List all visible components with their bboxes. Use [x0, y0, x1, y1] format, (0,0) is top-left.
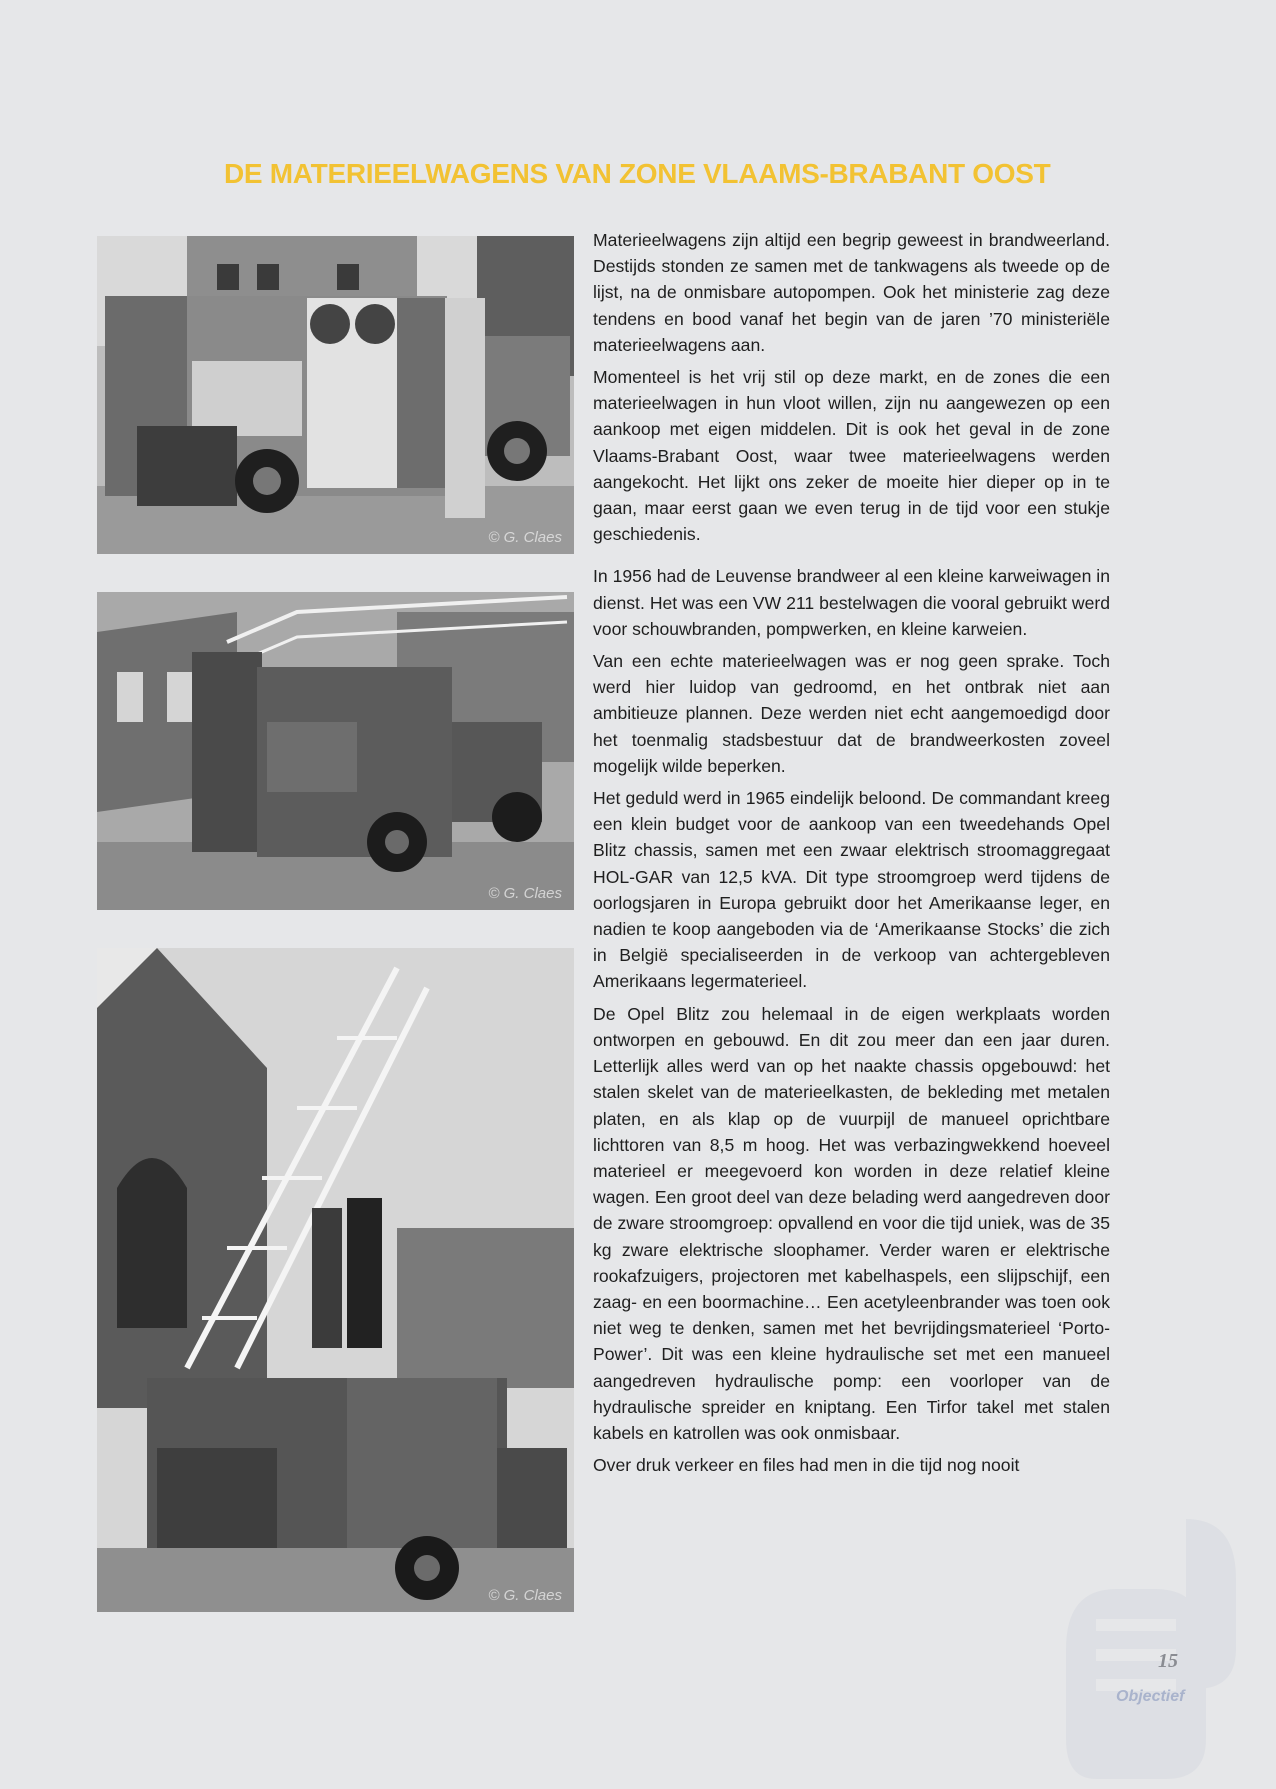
- photo-equipment-truck-open: [97, 236, 574, 554]
- photo-credit: © G. Claes: [488, 885, 562, 902]
- photo-1-illustration: [97, 236, 574, 554]
- watermark-logo: [1036, 1499, 1276, 1789]
- paragraph: Het geduld werd in 1965 eindelijk beloond. De commandant kreeg een klein budget voor de aankoop van een tweedehands Opel Blitz chassis, samen met een zwaar elektrisch stroomaggregaat HOL-GAR van 12,5 kVA. Dit type stroomgroep werd tijdens de oorlogsjaren in Europa gebruikt door het Amerikaanse leger, en nadien te koop aangeboden via de ‘Amerikaanse Stocks’ die zich in België specialiseerden in de verkoop van achtergebleven Amerikaans legermaterieel.: [593, 788, 1110, 992]
- photo-3-illustration: [97, 948, 574, 1612]
- paragraph: In 1956 had de Leuvense brandweer al een kleine karweiwagen in dienst. Het was een VW 211 bestelwagen die vooral gebruikt werd voor schouwbranden, pompwerken, en kleine karweien.: [593, 566, 1110, 639]
- article-body: [593, 227, 1110, 1484]
- article-title: DE MATERIEELWAGENS VAN ZONE VLAAMS-BRABANT OOST: [224, 158, 1051, 189]
- photo-2-illustration: [97, 592, 574, 910]
- paragraph: Van een echte materieelwagen was er nog geen sprake. Toch werd hier luidop van gedroomd, en het ontbrak niet aan ambitieuze plannen. Deze werden niet echt aangemoedigd door het toenmalig stadsbestuur dat de brandweerkosten zoveel mogelijk wilde beperken.: [593, 651, 1110, 776]
- photo-truck-with-ladder: [97, 592, 574, 910]
- photo-credit: © G. Claes: [488, 529, 562, 546]
- paragraph: De Opel Blitz zou helemaal in de eigen werkplaats worden ontworpen en gebouwd. En dit zou meer dan een jaar duren. Letterlijk alles werd van op het naakte chassis opgebouwd: het stalen skelet van de materieelkasten, de bekleding met metalen platen, en als klap op de vuurpijl de manueel oprichtbare lichttoren van 8,5 m hoog. Het was verbazingwekkend hoeveel materieel er meegevoerd kon worden in deze relatief kleine wagen. Een groot deel van deze belading werd aangedreven door de zware stroomgroep: opvallend en voor die tijd uniek, was de 35 kg zware elektrische sloophamer. Verder waren er elektrische rookafzuigers, projectoren met kabelhaspels, een slijpschijf, een zaag- en een boormachine… Een acetyleenbrander was toen ook niet weg te denken, samen met het bevrijdingsmaterieel ‘Porto-Power’. Dit was een kleine hydraulische set met een manueel aangedreven hydraulische pomp: een voorloper van de hydraulische spreider en kniptang. Een Tirfor takel met stalen kabels en katrollen was ook onmisbaar.: [593, 1003, 1110, 1443]
- photo-light-tower-raised: [97, 948, 574, 1612]
- magazine-name: Objectief: [1116, 1688, 1185, 1705]
- paragraph: Momenteel is het vrij stil op deze markt, en de zones die een materieelwagen in hun vloot willen, zijn nu aangewezen op een aankoop met eigen middelen. Dit is ook het geval in de zone Vlaams-Brabant Oost, waar twee materieelwagens werden aangekocht. Het lijkt ons zeker de moeite hier dieper op in te gaan, maar eerst gaan we even terug in de tijd voor een stukje geschiedenis.: [593, 367, 1110, 545]
- paragraph: Over druk verkeer en files had men in die tijd nog nooit: [593, 1455, 1020, 1476]
- photo-credit: © G. Claes: [488, 1587, 562, 1604]
- paragraph: Materieelwagens zijn altijd een begrip geweest in brandweerland. Destijds stonden ze samen met de tankwagens als tweede op de lijst, na de onmisbare autopompen. Ook het ministerie zag deze tendens en bood vanaf het begin van de jaren ’70 ministeriële materieelwagens aan.: [593, 230, 1110, 355]
- page-number: 15: [1158, 1650, 1178, 1672]
